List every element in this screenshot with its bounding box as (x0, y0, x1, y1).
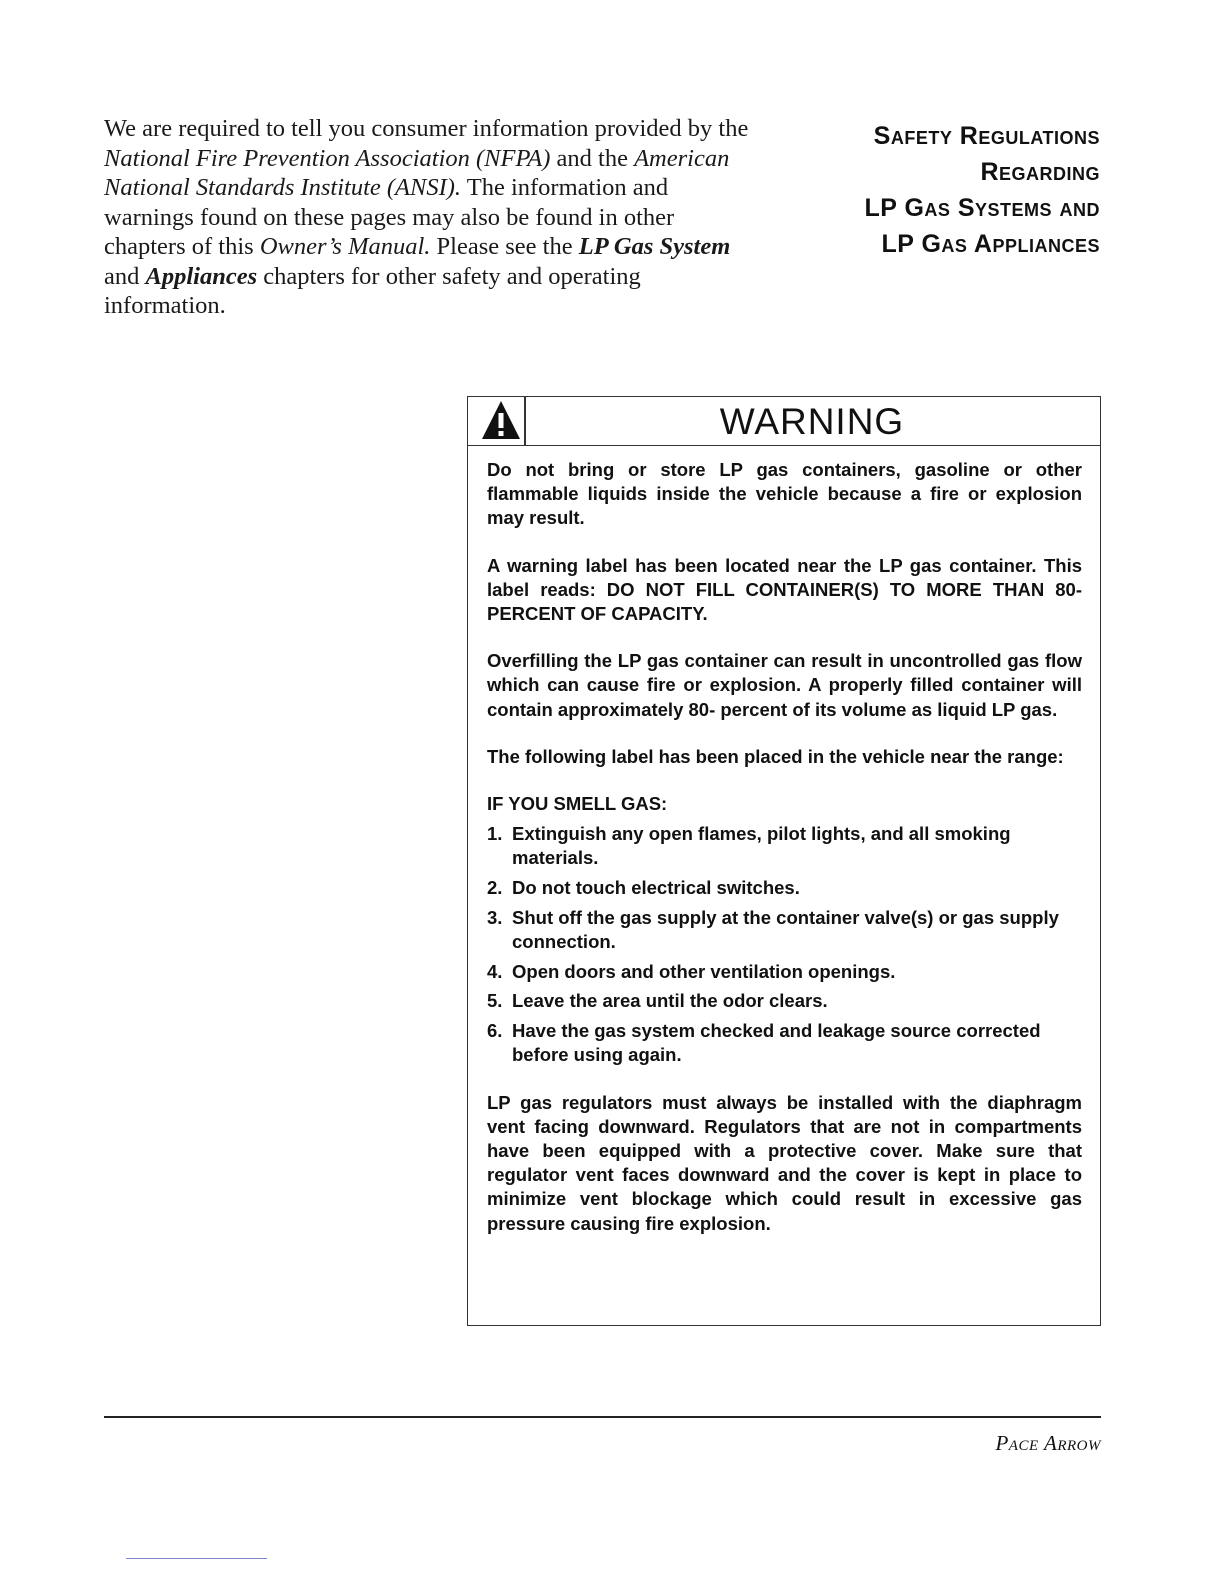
step-number: 6. (487, 1020, 503, 1042)
warning-paragraph: The following label has been placed in the vehicle near the range: (487, 745, 1064, 767)
section-title-line: Regarding (980, 158, 1100, 186)
section-title-line: Safety Regulations (873, 122, 1100, 150)
warning-paragraph: Overfilling the LP gas container can result in uncontrolled gas flow which can cause fire or explosion. A properly filled container will contain approximately 80- percent of its volume as liquid LP gas. (487, 650, 1082, 720)
warning-paragraph: Do not bring or store LP gas containers, gasoline or other flammable liquids inside the vehicle because a fire or explosion may result. (487, 459, 1082, 529)
step-item (487, 876, 1082, 900)
section-title (770, 118, 1100, 262)
step-text: Do not touch electrical switches. (512, 877, 800, 899)
footer-rule (104, 1416, 1101, 1418)
footer-brand: Pace Arrow (995, 1431, 1101, 1455)
step-number: 4. (487, 960, 503, 982)
step-item (487, 1019, 1082, 1067)
warning-paragraph: A warning label has been located near the LP gas container. This label reads: DO NOT FILL CONTAINER(S) TO MORE THAN 80-PERCENT OF CAPACITY. (487, 554, 1082, 625)
step-item (487, 822, 1082, 870)
intro-text: and (104, 262, 146, 290)
warning-paragraph: LP gas regulators must always be installed with the diaphragm vent facing downward. Regulators that are not in compartments have been equipped with a protective cover. Make sure that regulator vent faces downward and the cover is kept in place to minimize vent blockage which could result in excessive gas pressure causing fire explosion. (487, 1091, 1082, 1234)
step-number: 5. (487, 990, 503, 1012)
step-number: 3. (487, 906, 503, 928)
gas-smell-steps (487, 822, 1082, 1067)
section-title-line: LP Gas Systems and (864, 194, 1100, 222)
intro-paragraph (104, 114, 754, 321)
step-number: 1. (487, 823, 503, 845)
label-heading: IF YOU SMELL GAS: (487, 793, 668, 815)
step-item (487, 989, 1082, 1013)
intro-nfpa: National Fire Prevention Association (NFPA) (104, 144, 551, 172)
step-text: Have the gas system checked and leakage source corrected before using again. (512, 1020, 1041, 1066)
warning-header (468, 397, 1100, 446)
intro-text: We are required to tell you consumer information provided by the (104, 115, 749, 142)
warning-box (467, 396, 1101, 1326)
scan-artifact-line (126, 1558, 267, 1559)
warning-title: WARNING (719, 401, 905, 442)
step-item (487, 960, 1082, 984)
step-text: Extinguish any open flames, pilot lights, and all smoking materials. (512, 823, 1011, 869)
warning-triangle-icon (480, 399, 522, 441)
step-text: Shut off the gas supply at the container valve(s) or gas supply connection. (512, 906, 1059, 953)
warning-body (487, 458, 1082, 1259)
step-text: Open doors and other ventilation openings. (512, 960, 896, 982)
section-title-line: LP Gas Appliances (881, 230, 1100, 258)
intro-text: The information and warnings found on these pages may also be found in other chapters of this (104, 174, 675, 260)
step-number: 2. (487, 877, 503, 899)
intro-text: Please see the (430, 233, 579, 260)
intro-text: chapters for other safety and operating information. (104, 262, 641, 319)
step-item (487, 906, 1082, 954)
intro-text: and the (550, 144, 635, 172)
intro-manual-title: Owner’s Manual. (259, 233, 431, 260)
intro-lp-gas-system: LP Gas System (578, 233, 731, 260)
intro-appliances: Appliances (145, 262, 258, 290)
step-text: Leave the area until the odor clears. (512, 990, 828, 1012)
intro-ansi: American National Standards Institute (ANSI). (104, 144, 730, 201)
